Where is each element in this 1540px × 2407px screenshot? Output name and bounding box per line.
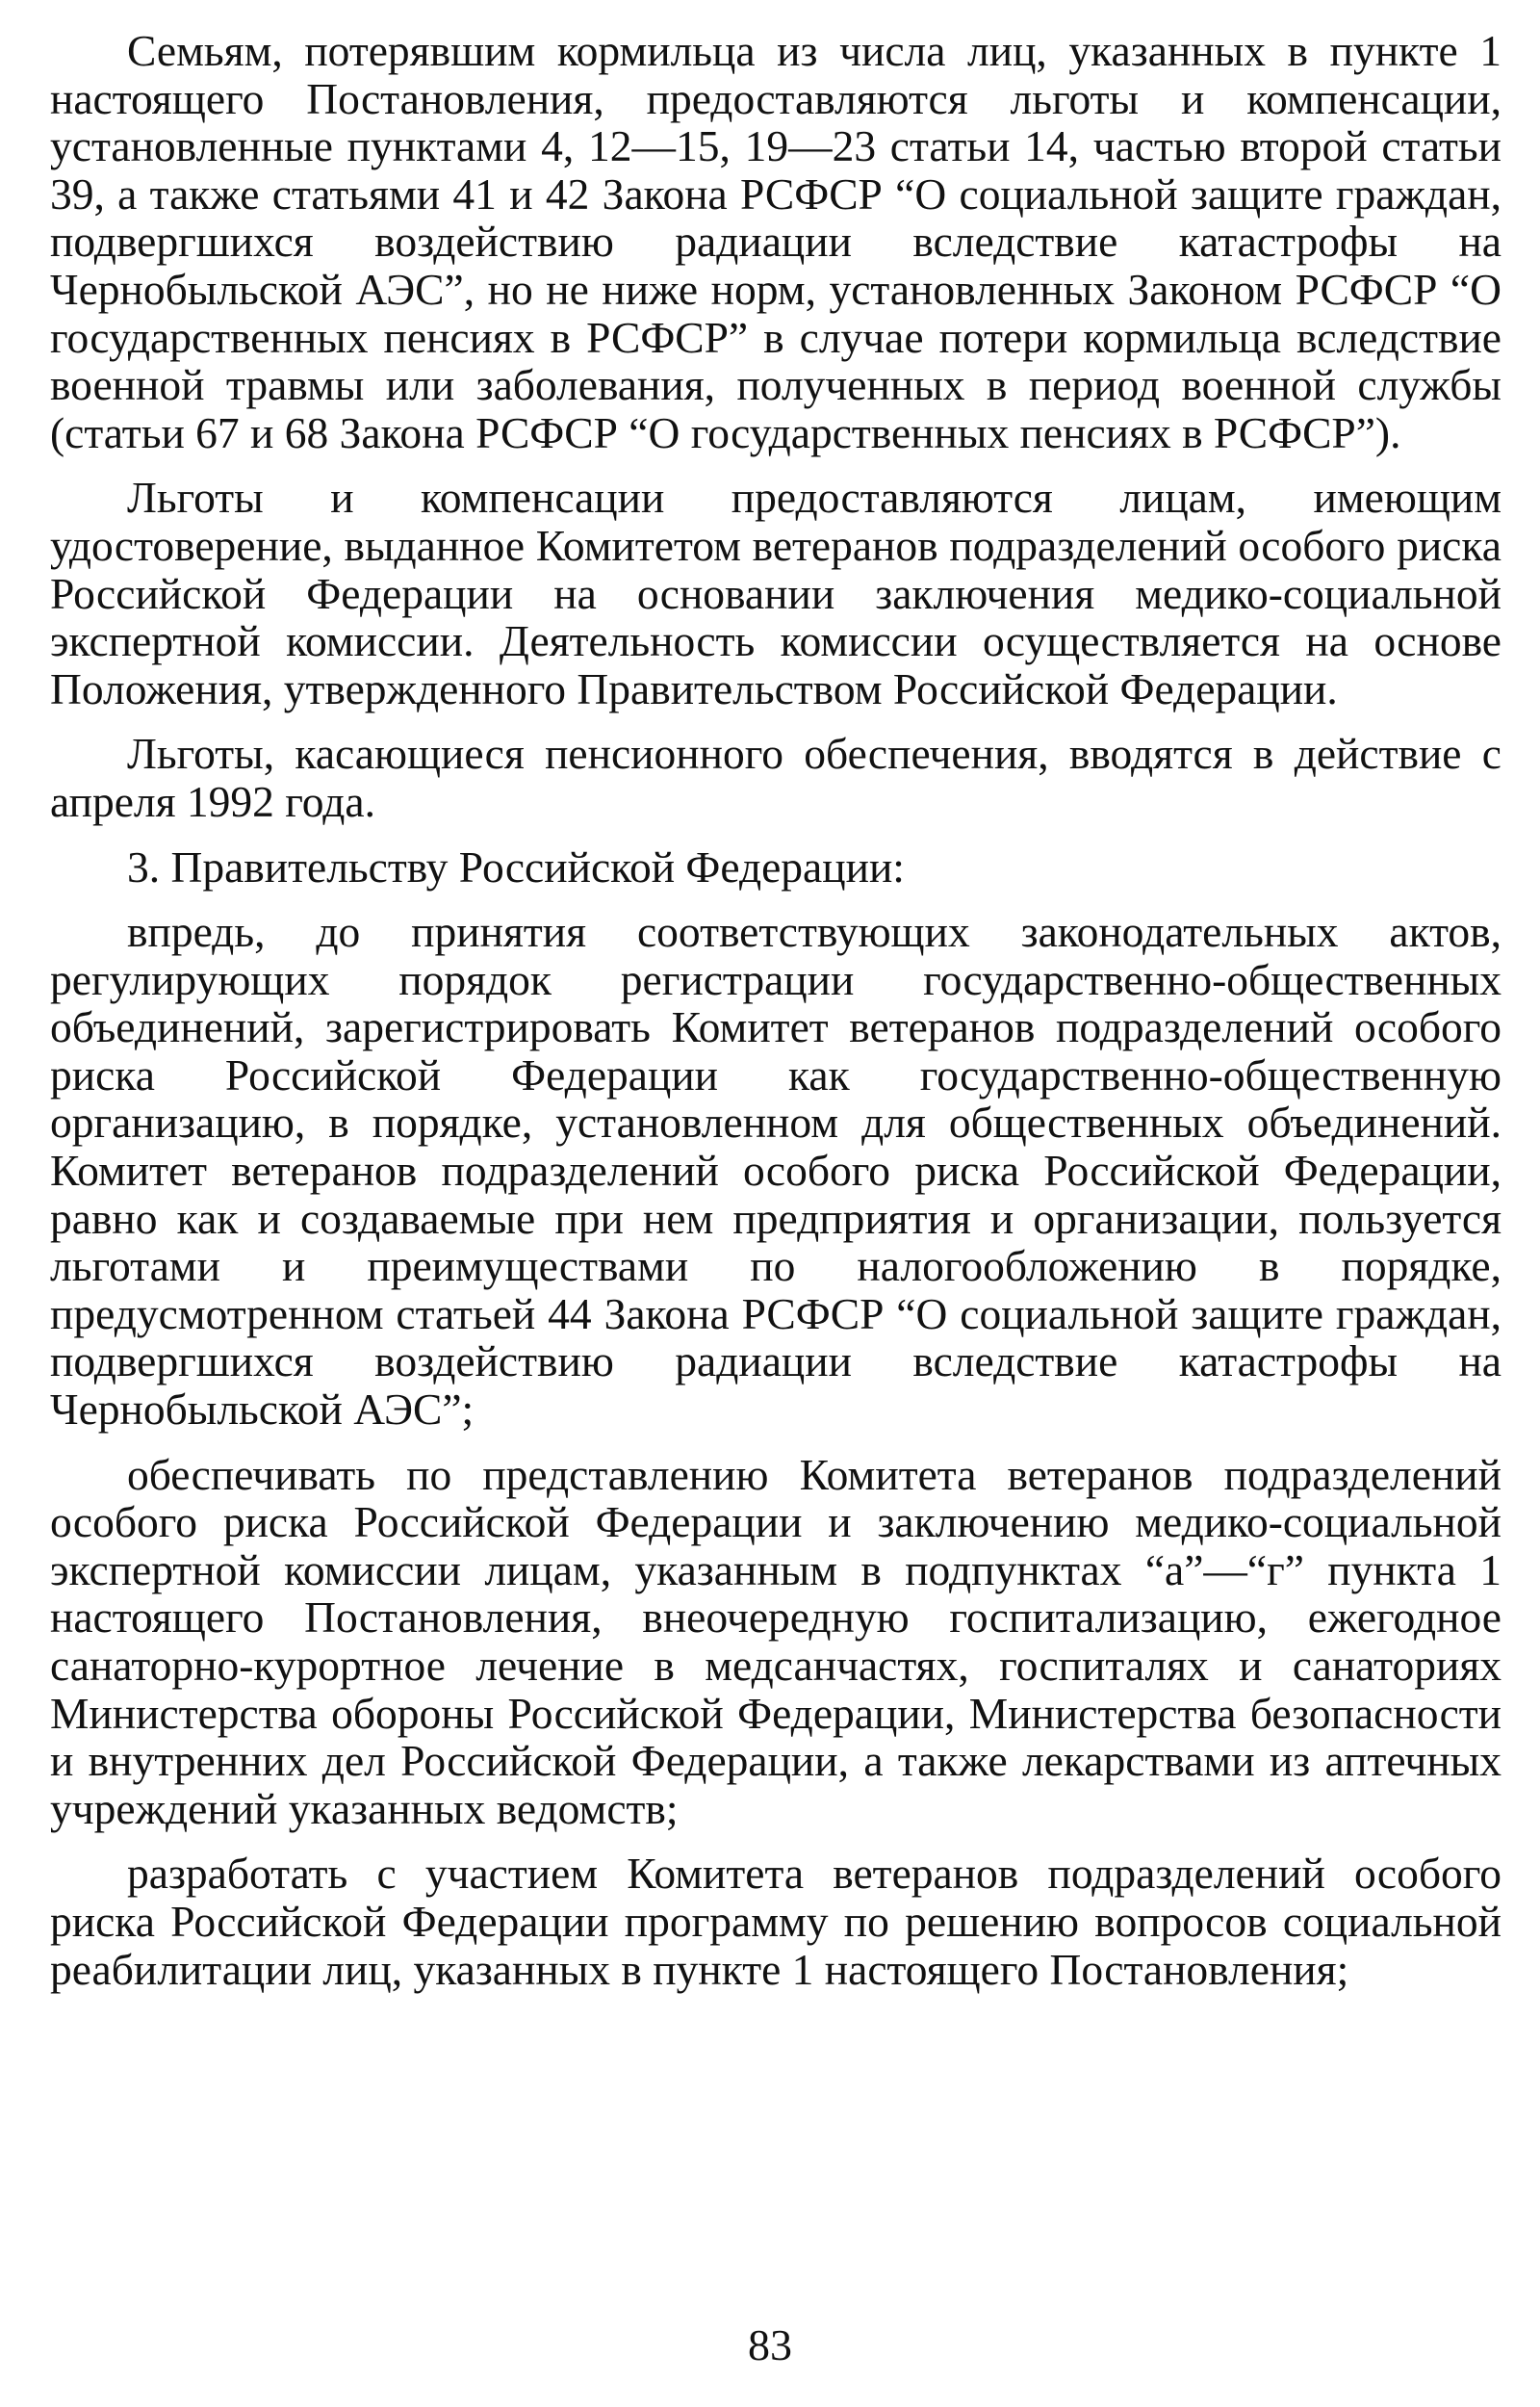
paragraph-family-benefits: Семьям, потерявшим кормильца из числа лиц, указанных в пункте 1 настоящего Постановления, предоставляются льготы и компенсации, установленные пунктами 4, 12—15, 19—23 статьи 14, частью второй статьи 39, а также статьями 41 и 42 Закона РСФСР “О социальной защите граждан, подвергшихся воздействию радиации вследствие катастрофы на Чернобыльской АЭС”, но не ниже норм, установленных Законом РСФСР “О государственных пенсиях в РСФСР” в случае потери кормильца вследствие военной травмы или заболевания, полученных в период военной службы (статьи 67 и 68 Закона РСФСР “О государственных пенсиях в РСФСР”). xyxy=(50,26,1502,457)
paragraph-certificate: Льготы и компенсации предоставляются лицам, имеющим удостоверение, выданное Комитетом ветеранов подразделений особого риска Российской Федерации на основании заключения медико-социальной экспертной комиссии. Деятельность комиссии осуществляется на основе Положения, утвержденного Правительством Российской Федерации. xyxy=(50,473,1502,713)
paragraph-pension-benefits: Льготы, касающиеся пенсионного обеспечения, вводятся в действие с апреля 1992 года. xyxy=(50,729,1502,826)
page-number: 83 xyxy=(748,2320,792,2369)
paragraph-section-3-heading: 3. Правительству Российской Федерации: xyxy=(127,841,905,892)
paragraph-registration: впредь, до принятия соответствующих законодательных актов, регулирующих порядок регистрации государственно-общественных объединений, зарегистрировать Комитет ветеранов подразделений особого риска Российской Федерации как государственно-общественную организацию, в порядке, установленном для общественных объединений. Комитет ветеранов подразделений особого риска Российской Федерации, равно как и создаваемые при нем предприятия и организации, пользуется льготами и преимуществами по налогообложению в порядке, предусмотренном статьей 44 Закона РСФСР “О социальной защите граждан, подвергшихся воздействию радиации вследствие катастрофы на Чернобыльской АЭС”; xyxy=(50,907,1502,1435)
paragraph-rehabilitation-program: разработать с участием Комитета ветеранов подразделений особого риска Российской Федерации программу по решению вопросов социальной реабилитации лиц, указанных в пункте 1 настоящего Постановления; xyxy=(50,1849,1502,1994)
paragraph-medical-provision: обеспечивать по представлению Комитета ветеранов подразделений особого риска Российской Федерации и заключению медико-социальной экспертной комиссии лицам, указанным в подпунктах “а”—“г” пункта 1 настоящего Постановления, внеочередную госпитализацию, ежегодное санаторно-курортное лечение в медсанчастях, госпиталях и санаториях Министерства обороны Российской Федерации, Министерства безопасности и внутренних дел Российской Федерации, а также лекарствами из аптечных учреждений указанных ведомств; xyxy=(50,1449,1502,1833)
body-text xyxy=(50,27,1502,2010)
